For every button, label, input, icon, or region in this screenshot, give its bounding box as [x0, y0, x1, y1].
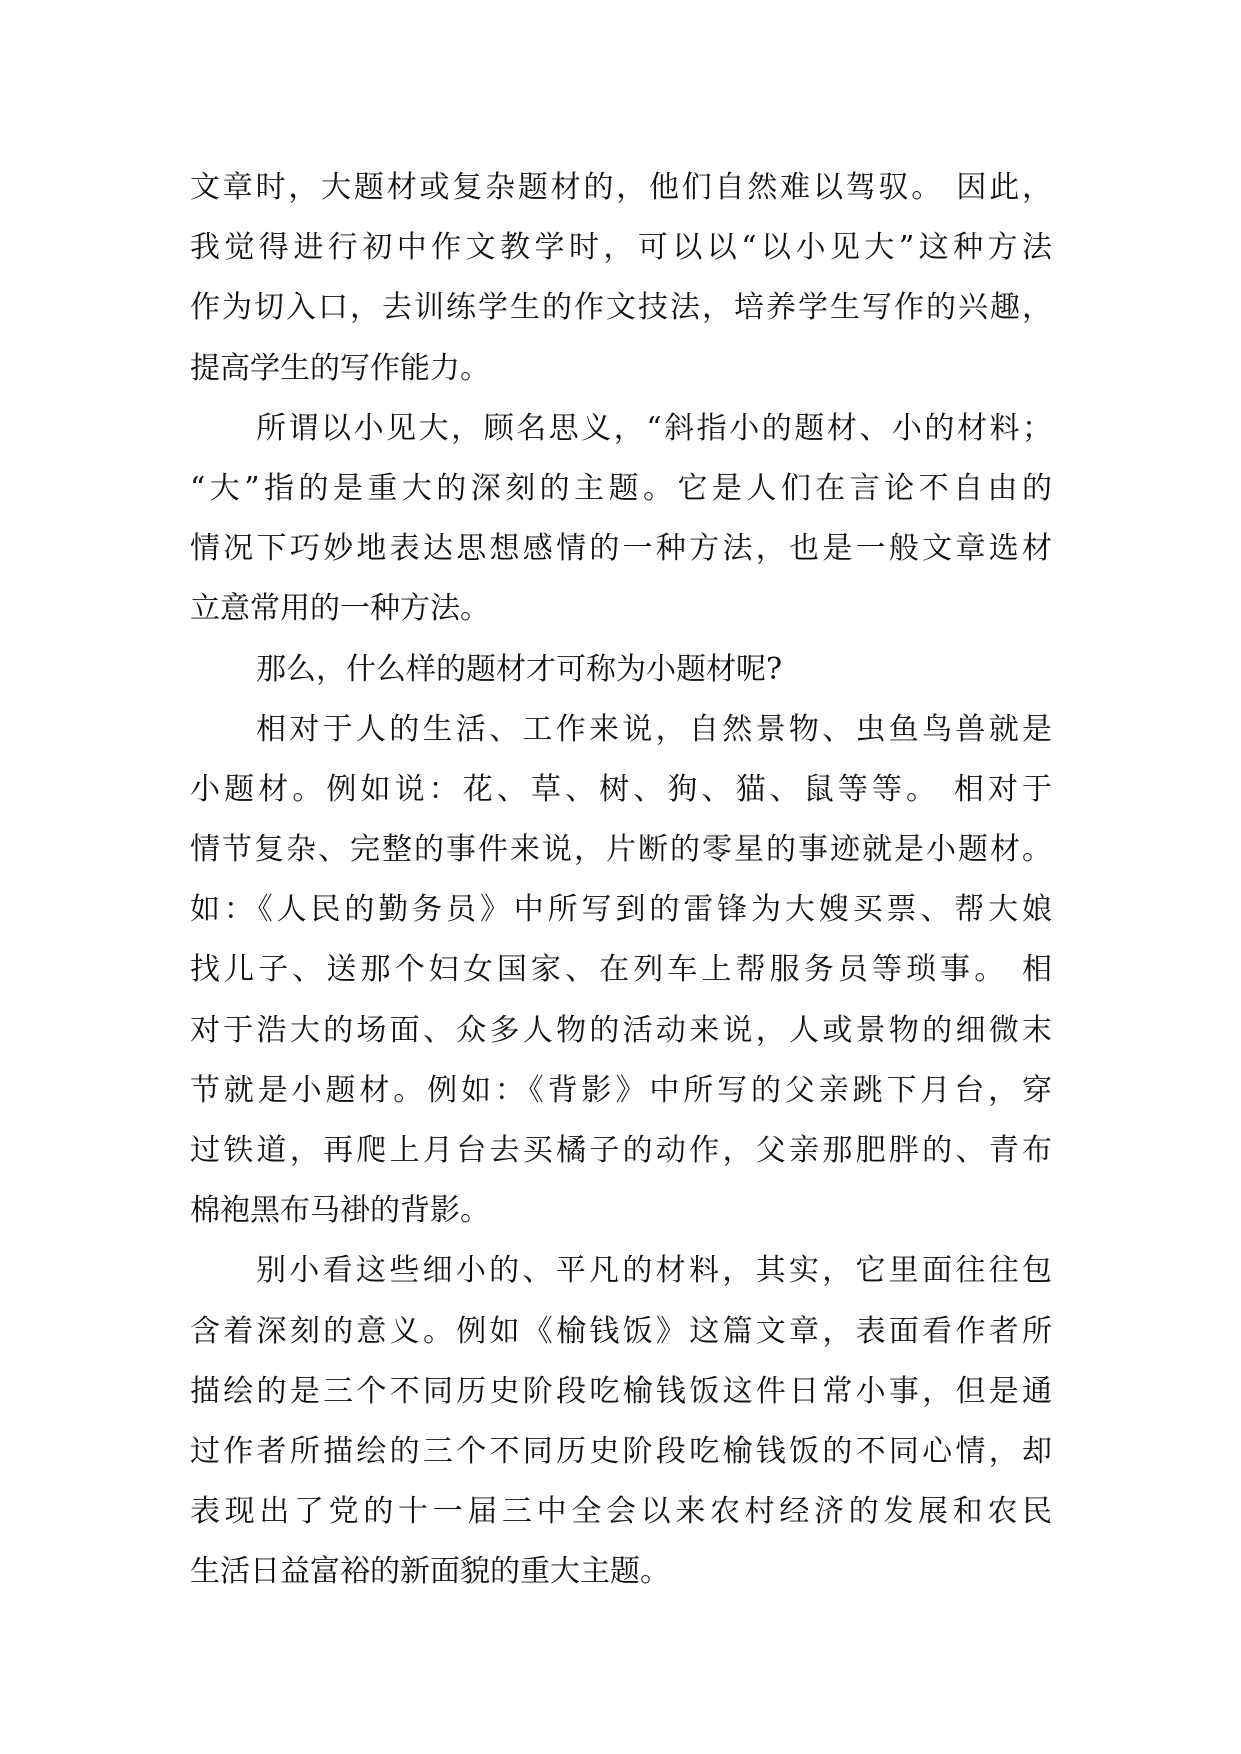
text-line: 作为切入口，去训练学生的作文技法，培养学生写作的兴趣， [190, 290, 1052, 326]
text-line: 情况下巧妙地表达思想感情的一种方法，也是一般文章选材 [190, 531, 1052, 567]
text-line: 所谓以小见大，顾名思义，“斜指小的题材、小的材料； [256, 410, 1052, 446]
text-line: 情节复杂、完整的事件来说，片断的零星的事迹就是小题材。 [190, 832, 1052, 868]
text-line: 别小看这些细小的、平凡的材料，其实，它里面往往包 [256, 1253, 1052, 1289]
text-line: 那么，什么样的题材才可称为小题材呢? [256, 651, 783, 687]
text-line: 文章时，大题材或复杂题材的，他们自然难以驾驭。 因此， [190, 170, 1052, 205]
text-line: 生活日益富裕的新面貌的重大主题。 [190, 1554, 670, 1590]
text-line: 表现出了党的十一届三中全会以来农村经济的发展和农民 [190, 1494, 1052, 1530]
text-line: 节就是小题材。例如：《背影》中所写的父亲跳下月台，穿 [190, 1072, 1052, 1108]
body-text [190, 158, 1052, 1603]
text-line: 我觉得进行初中作文教学时，可以以“以小见大”这种方法 [190, 230, 1052, 266]
text-line: 过作者所描绘的三个不同历史阶段吃榆钱饭的不同心情，却 [190, 1433, 1052, 1469]
text-line: 立意常用的一种方法。 [190, 591, 490, 627]
text-line: “大”指的是重大的深刻的主题。它是人们在言论不自由的 [190, 470, 1052, 506]
text-line: 小题材。例如说：花、草、树、狗、猫、鼠等等。 相对于 [190, 771, 1052, 807]
text-line: 描绘的是三个不同历史阶段吃榆钱饭这件日常小事，但是通 [190, 1373, 1052, 1409]
text-line: 提高学生的写作能力。 [190, 350, 490, 386]
text-line: 相对于人的生活、工作来说，自然景物、虫鱼鸟兽就是 [256, 711, 1052, 747]
text-line: 找儿子、送那个妇女国家、在列车上帮服务员等琐事。 相 [190, 952, 1052, 988]
text-line: 对于浩大的场面、众多人物的活动来说，人或景物的细微末 [190, 1012, 1052, 1048]
text-line: 如：《人民的勤务员》中所写到的雷锋为大嫂买票、帮大娘 [190, 892, 1052, 928]
text-line: 含着深刻的意义。例如《榆钱饭》这篇文章，表面看作者所 [190, 1313, 1052, 1349]
text-line: 过铁道，再爬上月台去买橘子的动作，父亲那肥胖的、青布 [190, 1133, 1052, 1168]
text-line: 棉袍黑布马褂的背影。 [190, 1193, 490, 1229]
